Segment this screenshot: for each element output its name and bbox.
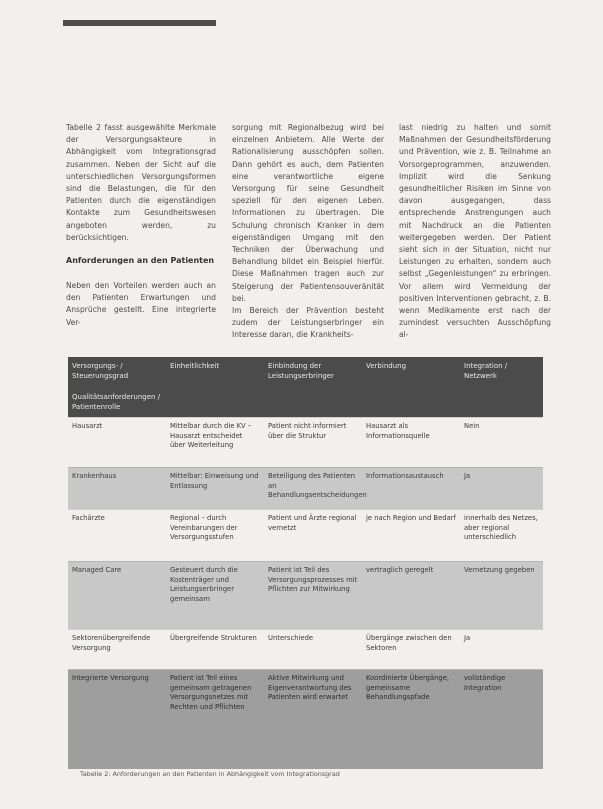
table-cell: Mittelbar: Einweisung und Entlassung [166, 467, 264, 509]
table-cell: Gesteuert durch die Kostenträger und Leistungserbringer gemeinsam [166, 561, 264, 629]
table-header [68, 357, 543, 417]
table-cell: Integrierte Versorgung [68, 669, 166, 769]
text-column-1: Tabelle 2 fasst ausgewählte Merkmale der Versorgungsakteure in Abhängigkeit vom Integrationsgrad zusammen. Neben der Sicht auf die unterschiedlichen Versorgungsformen sind die Belastungen, die für den Patienten durch die eigenständigen Kontakte zum Gesundheitswesen angeboten werden, zu berücksichtigen. [66, 123, 216, 242]
text-column-1-continued: Neben den Vorteilen werden auch an den Patienten Erwartungen und Ansprüche gestellt. Eine integrierte Ver- [66, 281, 216, 327]
section-heading: Anforderungen an den Patienten [66, 256, 215, 265]
table-cell: Ja [460, 629, 543, 669]
table-cell: Aktive Mitwirkung und Eigenverantwortung des Patienten wird erwartet [264, 669, 362, 769]
table-cell: Fachärzte [68, 509, 166, 561]
table-header-cell: Integration / Netzwerk [464, 362, 508, 380]
table-header-subtitle: Qualitätsanforderungen / Patientenrolle [72, 393, 161, 411]
table-cell: Mittelbar durch die KV – Hausarzt entscheidet über Weiterleitung [166, 417, 264, 467]
table-cell: Patient ist Teil des Versorgungsprozesses mit Pflichten zur Mitwirkung [264, 561, 362, 629]
table-row [68, 509, 543, 561]
table-cell: Unterschiede [264, 629, 362, 669]
table-cell: vollständige Integration [460, 669, 543, 769]
table-header-cell: Einheitlichkeit [170, 362, 220, 370]
table-header-cell: Einbindung der Leistungserbringer [268, 362, 334, 380]
table-row [68, 467, 543, 509]
table-cell: Regional – durch Vereinbarungen der Versorgungsstufen [166, 509, 264, 561]
table-cell: Ja [460, 467, 543, 509]
table-cell: Beteiligung des Patienten an Behandlungsentscheidungen [264, 467, 362, 509]
table-cell: Hausarzt [68, 417, 166, 467]
table-cell: Patient nicht informiert über die Struktur [264, 417, 362, 467]
table-row [68, 561, 543, 629]
table-cell: je nach Region und Bedarf [362, 509, 460, 561]
requirements-table [68, 357, 543, 769]
table-cell: Übergreifende Strukturen [166, 629, 264, 669]
table-row [68, 629, 543, 669]
table-cell: Patient ist Teil eines gemeinsam getragenen Versorgungsnetzes mit Rechten und Pflichten [166, 669, 264, 769]
table-row [68, 669, 543, 769]
top-rule [63, 20, 216, 26]
table-header-cell: Versorgungs- / Steuerungsgrad Qualitätsanforderungen / Patientenrolle [72, 362, 161, 411]
table-row [68, 417, 543, 467]
table-cell: Vernetzung gegeben [460, 561, 543, 629]
table-header-cell: Verbindung [366, 362, 407, 370]
table-cell: Informationsaustausch [362, 467, 460, 509]
table-cell: vertraglich geregelt [362, 561, 460, 629]
table-cell: Sektorenübergreifende Versorgung [68, 629, 166, 669]
table-cell: Hausarzt als Informationsquelle [362, 417, 460, 467]
table-cell: Managed Care [68, 561, 166, 629]
table-cell: Koordinierte Übergänge, gemeinsame Behandlungspfade [362, 669, 460, 769]
table-cell: innerhalb des Netzes, aber regional unterschiedlich [460, 509, 543, 561]
table-cell: Patient und Ärzte regional vernetzt [264, 509, 362, 561]
text-column-2: sorgung mit Regionalbezug wird bei einzelnen Anbietern. Alle Werte der Rationalisierung ausschöpfen sollen. Dann gehört es auch, dem Patienten eine verantwortliche eigene Versorgung für seine Gesundheit speziell für den eigenen Leben. Informationen zu übertragen. Die Schulung chronisch Kranker in dem eigenständigen Umgang mit den Techniken der Überwachung und Behandlung bildet ein Beispiel hierfür. Diese Maßnahmen tragen auch zur Steigerung der Patientensouveränität bei. Im Bereich der Prävention besteht zudem der Leistungserbringer ein Interesse daran, die Krankheits- [232, 123, 384, 340]
table-cell: Übergänge zwischen den Sektoren [362, 629, 460, 669]
table-cell: Krankenhaus [68, 467, 166, 509]
table-caption: Tabelle 2: Anforderungen an den Patienten in Abhängigkeit vom Integrationsgrad [80, 770, 340, 778]
table-cell: Nein [460, 417, 543, 467]
text-column-3: last niedrig zu halten und somit Maßnahmen der Gesundheitsförderung und Prävention, wie z. B. Teilnahme an Vorsorgeprogrammen, anzuwenden. Implizit wird die Senkung gesundheitlicher Risiken im Sinne von davon ausgegangen, dass entsprechende Anstrengungen auch mit Nachdruck an die Patienten weitergegeben werden. Der Patient sieht sich in der Situation, nicht nur Leistungen zu erhalten, sondern auch selbst „Gegenleistungen“ zu erbringen. Vor allem wird Vermeidung der positiven Interventionen gebracht, z. B. wenn Medikamente erst nach der zumindest versuchten Ausschöpfung al- [399, 123, 551, 340]
